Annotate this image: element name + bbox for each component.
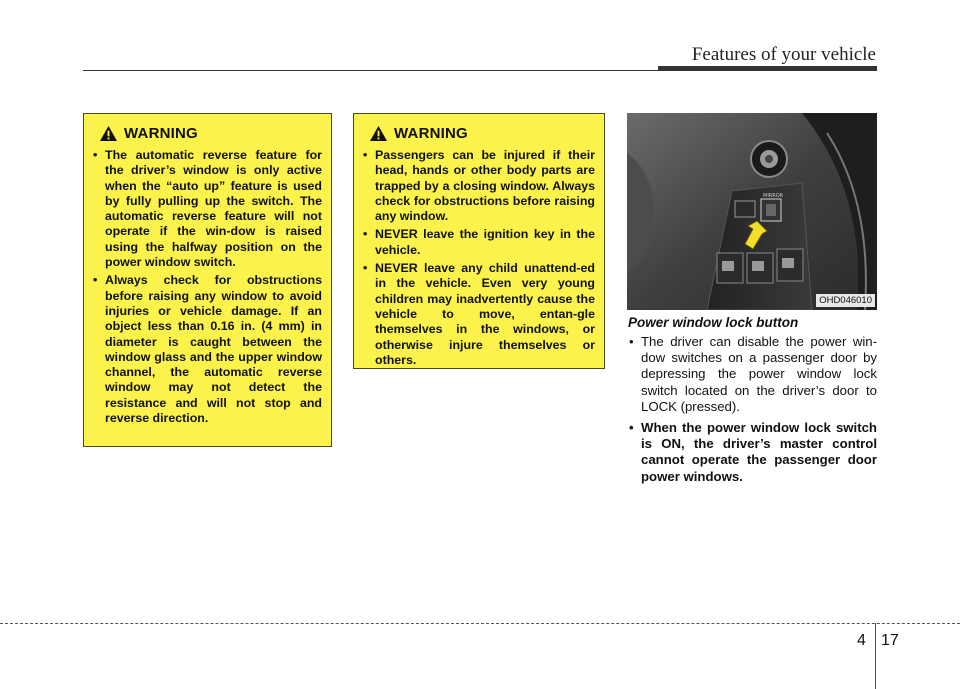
switch-label: MIRROR bbox=[763, 193, 784, 199]
header-rule bbox=[83, 70, 661, 71]
warning-box-auto-reverse bbox=[83, 113, 332, 447]
footer-rule bbox=[0, 623, 960, 624]
header-rule-accent bbox=[658, 66, 877, 71]
door-panel-illustration bbox=[627, 113, 877, 310]
warning-item: • NEVER leave any child unattend-ed in the vehicle. Even very young children may inadvertently cause the vehicle to move, entan-gle themselves in the windows, or otherwise injure themselves or others. bbox=[363, 261, 595, 368]
warning-header bbox=[99, 124, 322, 142]
warning-item: • Always check for obstructions before raising any window to avoid injuries or vehicle damage. If an object less than 0.16 in. (4 mm) in diameter is caught between the window glass and the upper window channel, the automatic reverse window may not detect the resistance and will not stop and reverse direction. bbox=[93, 273, 322, 426]
warning-triangle-icon bbox=[99, 125, 118, 142]
page-number: 17 bbox=[881, 632, 899, 649]
chapter-number: 4 bbox=[857, 632, 866, 649]
warning-item: • Passengers can be injured if their head, hands or other body parts are trapped by a closing window. Always check for obstructions before raising any window. bbox=[363, 148, 595, 224]
warning-title: WARNING bbox=[124, 124, 198, 142]
section-body-list bbox=[628, 334, 877, 490]
warning-list bbox=[93, 148, 322, 426]
warning-triangle-icon bbox=[369, 125, 388, 142]
warning-list bbox=[363, 148, 595, 368]
warning-item: • The automatic reverse feature for the driver’s window is only active when the “auto up” feature is used by fully pulling up the switch. The automatic reverse feature will not operate if the win-dow is raised using the halfway position on the power window switch. bbox=[93, 148, 322, 270]
page-header-title: Features of your vehicle bbox=[691, 44, 876, 65]
page-number-separator bbox=[875, 623, 876, 689]
section-heading: Power window lock button bbox=[628, 315, 799, 330]
warning-header bbox=[369, 124, 595, 142]
door-switch-photo bbox=[627, 113, 877, 310]
warning-title: WARNING bbox=[394, 124, 468, 142]
warning-item: • NEVER leave the ignition key in the vehicle. bbox=[363, 227, 595, 258]
warning-box-passenger-safety bbox=[353, 113, 605, 369]
figure-code: OHD046010 bbox=[816, 294, 875, 307]
body-item-emphasis: • When the power window lock switch is ON, the driver’s master control cannot operate the passenger door power windows. bbox=[628, 420, 877, 485]
body-item: • The driver can disable the power win-dow switches on a passenger door by depressing the power window lock switch located on the driver’s door to LOCK (pressed). bbox=[628, 334, 877, 415]
